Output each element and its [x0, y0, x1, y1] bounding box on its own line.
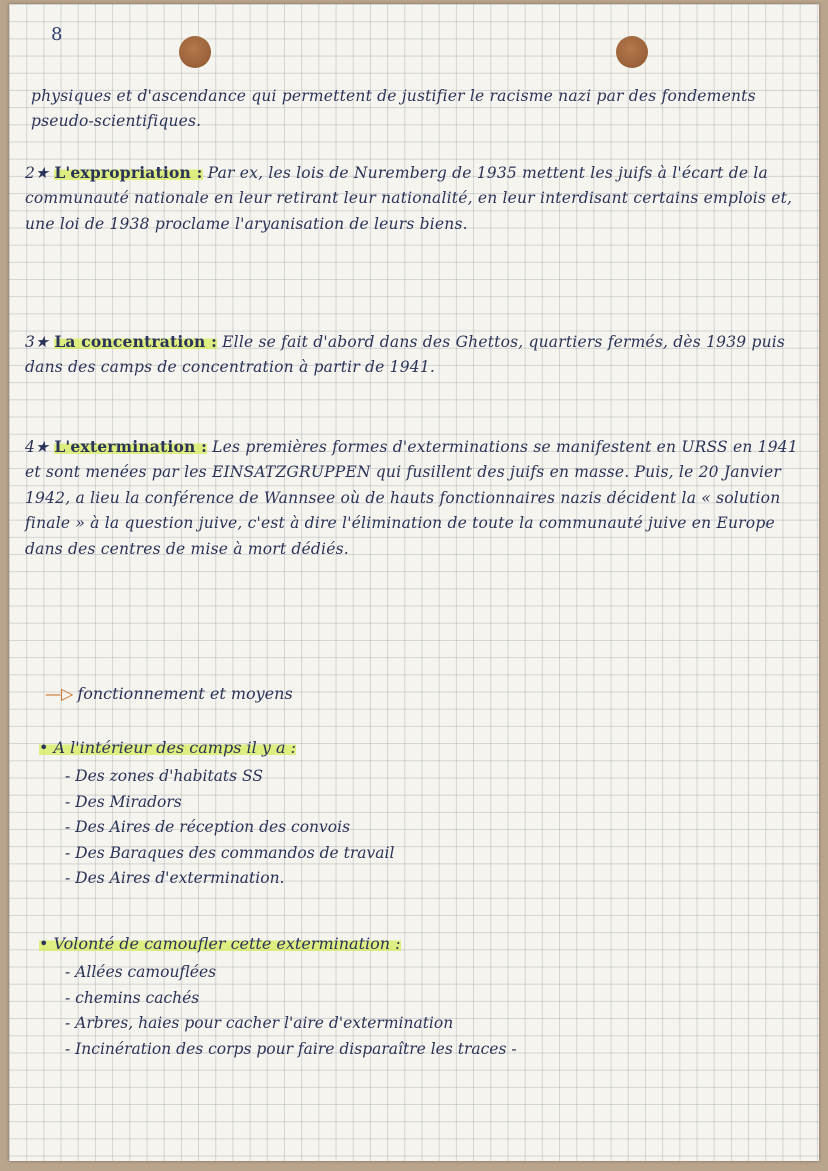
- punch-hole-right: [616, 36, 648, 68]
- section-heading: La concentration :: [54, 332, 218, 351]
- list-item: - Des Baraques des commandos de travail: [65, 843, 395, 862]
- section-expropriation: [25, 160, 809, 237]
- section-heading: L'expropriation :: [54, 163, 203, 182]
- subheading: fonctionnement et moyens: [77, 684, 293, 703]
- list-item: - Allées camouflées: [65, 963, 217, 981]
- intro-paragraph: physiques et d'ascendance qui permettent de justifier le racisme nazi par des fondements pseudo-scientifiques.: [31, 87, 756, 131]
- section-heading: L'extermination :: [54, 437, 208, 456]
- camouflage-title-text: • Volonté de camoufler cette extermination :: [39, 934, 401, 953]
- section-concentration: [25, 329, 809, 381]
- camps-title-text: • A l'intérieur des camps il y a :: [39, 738, 296, 757]
- page-number: 8: [51, 24, 63, 45]
- list-item: - Des Miradors: [65, 792, 182, 811]
- list-item: - chemins cachés: [65, 988, 200, 1007]
- camps-title: [39, 738, 296, 757]
- list-item: - Des Aires d'extermination.: [65, 869, 285, 887]
- camouflage-list: [65, 960, 517, 1062]
- notebook-page: [9, 4, 819, 1161]
- camps-list: [65, 764, 394, 892]
- subheading-line: [45, 684, 293, 703]
- section-extermination: [25, 434, 809, 562]
- section-marker: 2★: [25, 164, 50, 182]
- section-body: Les premières formes d'exterminations se manifestent en URSS en 1941 et sont menées par les EINSATZGRUPPEN qui fusillent des juifs en masse. Puis, le 20 Janvier 1942, a lieu la conférence de Wannsee où de hauts fonctionnaires nazis décident la « solution finale » à la question juive, c'est à dire l'élimination de toute la communauté juive en Europe dans des centres de mise à mort dédiés.: [25, 438, 798, 558]
- list-item: - Des Aires de réception des convois: [65, 818, 351, 836]
- camouflage-title: [39, 934, 401, 953]
- section-marker: 4★: [25, 438, 50, 456]
- list-item: - Des zones d'habitats SS: [65, 767, 264, 785]
- list-item: - Arbres, haies pour cacher l'aire d'extermination: [65, 1014, 454, 1032]
- punch-hole-left: [179, 36, 211, 68]
- section-body: Par ex, les lois de Nuremberg de 1935 mettent les juifs à l'écart de la communauté nationale en leur retirant leur nationalité, en leur interdisant certains emplois et, une loi de 1938 proclame l'aryanisation de leurs biens.: [25, 164, 793, 233]
- arrow-right-icon: —▷: [45, 684, 74, 703]
- section-body: Elle se fait d'abord dans des Ghettos, quartiers fermés, dès 1939 puis dans des camps de concentration à partir de 1941.: [25, 333, 786, 377]
- list-item: - Incinération des corps pour faire disparaître les traces -: [65, 1039, 517, 1058]
- section-marker: 3★: [25, 333, 50, 351]
